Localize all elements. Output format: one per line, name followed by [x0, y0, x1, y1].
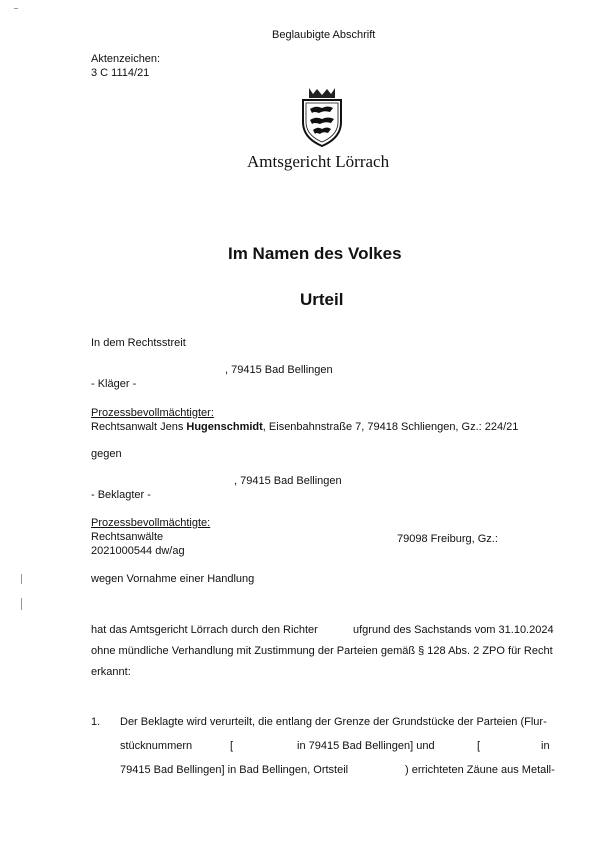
certified-copy-label: Beglaubigte Abschrift	[272, 29, 376, 41]
ruling-line-2-a: stücknummern	[120, 740, 193, 752]
court-name: Amtsgericht Lörrach	[247, 152, 390, 171]
defendant-role: - Beklagter -	[91, 489, 151, 501]
plaintiff-counsel-label: Prozessbevollmächtigter:	[91, 407, 214, 419]
defendant-counsel-label: Prozessbevollmächtigte:	[91, 517, 211, 529]
ruling-line-3-right: ) errichteten Zäune aus Metall-	[405, 764, 555, 776]
preamble-line-1-left: hat das Amtsgericht Lörrach durch den Richter	[91, 624, 318, 636]
judgment-heading: Urteil	[300, 290, 344, 309]
preamble-line-1-right: ufgrund des Sachstands vom 31.10.2024	[353, 624, 554, 636]
in-the-name-heading: Im Namen des Volkes	[228, 244, 402, 263]
ruling-line-1-text: Der Beklagte wird verurteilt, die entlang der Grenze der Grundstücke der Parteien (Flur-	[120, 716, 547, 728]
ruling-line-3-left: 79415 Bad Bellingen] in Bad Bellingen, Ortsteil	[120, 764, 349, 776]
preamble-line-2: ohne mündliche Verhandlung mit Zustimmung der Parteien gemäß § 128 Abs. 2 ZPO für Recht	[91, 645, 553, 657]
defendant-counsel-firm: Rechtsanwälte	[91, 531, 164, 543]
plaintiff-counsel-suffix: , Eisenbahnstraße 7, 79418 Schliengen, Gz.: 224/21	[262, 421, 519, 433]
plaintiff-counsel-prefix: Rechtsanwalt Jens	[91, 421, 187, 433]
scan-mark	[21, 598, 22, 610]
defendant-counsel-city: 79098 Freiburg, Gz.:	[397, 533, 498, 545]
ruling-item-number: 1.	[91, 716, 101, 728]
coat-of-arms-icon	[297, 86, 347, 151]
versus-label: gegen	[91, 448, 122, 460]
plaintiff-counsel-surname: Hugenschmidt	[186, 421, 263, 433]
ruling-line-2-c: in 79415 Bad Bellingen] und	[297, 740, 435, 752]
ruling-line-2-d: [	[477, 740, 481, 752]
scan-mark	[14, 8, 18, 9]
case-subject: wegen Vornahme einer Handlung	[91, 573, 255, 585]
plaintiff-address: , 79415 Bad Bellingen	[225, 364, 333, 376]
ruling-line-2-b: [	[230, 740, 234, 752]
scan-mark	[21, 574, 22, 584]
defendant-counsel-ref: 2021000544 dw/ag	[91, 545, 185, 557]
plaintiff-role: - Kläger -	[91, 378, 137, 390]
preamble-line-3: erkannt:	[91, 666, 131, 678]
file-ref-label: Aktenzeichen:	[91, 53, 161, 65]
ruling-line-2-e: in	[541, 740, 550, 752]
proceedings-intro: In dem Rechtsstreit	[91, 337, 186, 349]
defendant-address: , 79415 Bad Bellingen	[234, 475, 342, 487]
plaintiff-counsel	[91, 421, 518, 433]
ruling-line-1	[120, 716, 552, 728]
file-ref: 3 C 1114/21	[91, 67, 150, 79]
